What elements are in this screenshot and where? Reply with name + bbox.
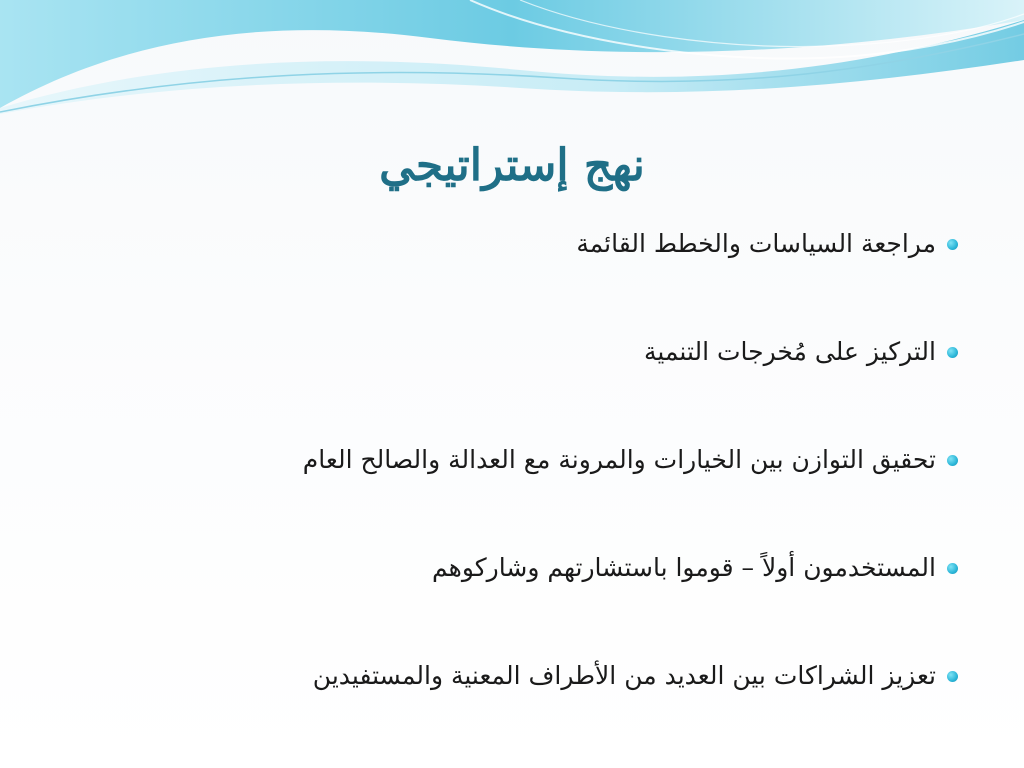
bullet-dot-icon: [947, 455, 958, 466]
bullet-text: مراجعة السياسات والخطط القائمة: [576, 229, 936, 258]
bullet-dot-icon: [947, 347, 958, 358]
bullet-dot-icon: [947, 671, 958, 682]
bullet-text: تحقيق التوازن بين الخيارات والمرونة مع العدالة والصالح العام: [302, 445, 936, 474]
bullet-item: [76, 330, 936, 438]
bullet-dot-icon: [947, 239, 958, 250]
bullet-text: التركيز على مُخرجات التنمية: [644, 337, 936, 366]
bullet-text: المستخدمون أولاً – قوموا باستشارتهم وشاركوهم: [432, 553, 936, 582]
bullet-item: [76, 546, 936, 654]
slide-title: نهج إستراتيجي: [379, 140, 645, 191]
bullet-item: [76, 438, 936, 546]
bullet-list: [76, 222, 936, 762]
header-wave-decoration: [0, 0, 1024, 130]
bullet-item: [76, 654, 936, 762]
bullet-dot-icon: [947, 563, 958, 574]
bullet-item: [76, 222, 936, 330]
bullet-text: تعزيز الشراكات بين العديد من الأطراف المعنية والمستفيدين: [312, 661, 936, 690]
